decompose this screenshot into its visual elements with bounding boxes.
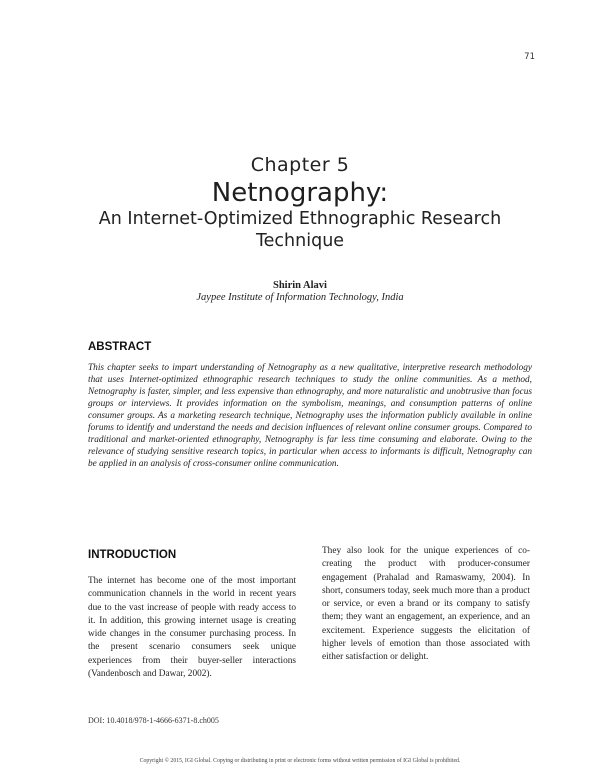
abstract-heading: ABSTRACT <box>88 341 152 353</box>
copyright-notice: Copyright © 2015, IGI Global. Copying or distributing in print or electronic forms without written permission of IGI Global is prohibited. <box>139 758 461 764</box>
abstract-body: This chapter seeks to impart understanding of Netnography as a new qualitative, interpretive research methodology that uses Internet-optimized ethnographic research techniques to study the online communities. As a method, Netnography is faster, simpler, and less expensive than ethnography, and more naturalistic and unobtrusive than focus groups or interviews. It provides information on the symbolism, meanings, and consumption patterns of online consumer groups. As a marketing research technique, Netnography uses the information publicly available in online forums to identify and understand the needs and decision influences of relevant online consumer groups. Compared to traditional and market-oriented ethnography, Netnography is far less time consuming and elaborate. Owing to the relevance of studying sensitive research topics, in particular when access to informants is difficult, Netnography can be applied in an analysis of cross-consumer online communication. <box>88 363 532 470</box>
introduction-left-column: The internet has become one of the most important communication channels in the world in recent years due to the vast increase of people with ready access to it. In addition, this growing internet usage is creating wide changes in the consumer purchasing process. In the present scenario consumers seek unique experiences from their buyer-seller interactions (Vandenbosch and Dawar, 2002). <box>88 576 296 680</box>
author-affiliation: Jaypee Institute of Information Technology, India <box>196 292 404 303</box>
page-number: 71 <box>524 52 535 62</box>
chapter-subtitle: An Internet-Optimized Ethnographic Research Technique <box>98 209 502 251</box>
author-name: Shirin Alavi <box>273 280 327 291</box>
introduction-heading: INTRODUCTION <box>88 549 177 561</box>
chapter-title: Netnography: <box>211 178 389 208</box>
doi-reference: DOI: 10.4018/978-1-4666-6371-8.ch005 <box>88 716 219 725</box>
introduction-right-column: They also look for the unique experiences of co-creating the product with producer-consumer engagement (Prahalad and Ramaswamy, 2004). In short, consumers today, seek much more than a product or service, or even a brand or its company to satisfy them; they want an engagement, an experience, and an excitement. Experience suggests the elicitation of higher levels of emotion than those associated with either satisfaction or delight. <box>322 546 530 663</box>
chapter-label: Chapter 5 <box>250 154 350 176</box>
